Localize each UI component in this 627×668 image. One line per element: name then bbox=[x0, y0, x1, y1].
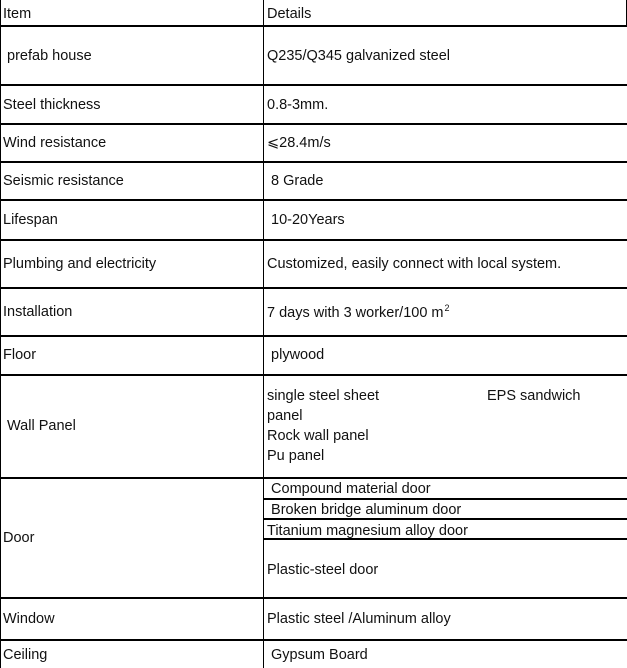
row-ceiling-item: Ceiling bbox=[3, 647, 48, 663]
grid-line bbox=[0, 84, 627, 86]
row-ceiling-details: Gypsum Board bbox=[267, 647, 368, 663]
row-floor-item: Floor bbox=[3, 347, 37, 363]
grid-line bbox=[0, 123, 627, 125]
wall-panel-option-1: single steel sheet bbox=[267, 388, 380, 404]
row-plumbing-details: Customized, easily connect with local system. bbox=[267, 256, 562, 272]
grid-line bbox=[0, 287, 627, 289]
row-seismic-resistance-item: Seismic resistance bbox=[3, 173, 124, 189]
row-floor-details: plywood bbox=[267, 347, 325, 363]
grid-line-door-option bbox=[263, 498, 627, 500]
door-option: Compound material door bbox=[267, 481, 431, 497]
grid-line bbox=[0, 25, 627, 27]
grid-line bbox=[0, 639, 627, 641]
row-steel-thickness-details: 0.8-3mm. bbox=[267, 97, 329, 113]
row-installation-details bbox=[267, 304, 450, 323]
row-door-item: Door bbox=[3, 530, 35, 546]
row-steel-thickness-item: Steel thickness bbox=[3, 97, 101, 113]
row-prefab-house-item: prefab house bbox=[3, 48, 92, 64]
installation-superscript: 2 bbox=[444, 303, 450, 313]
row-prefab-house-details: Q235/Q345 galvanized steel bbox=[267, 48, 450, 64]
grid-line bbox=[0, 239, 627, 241]
row-wall-panel-item: Wall Panel bbox=[3, 418, 76, 434]
wall-panel-option-2-cont: panel bbox=[267, 408, 303, 424]
wall-panel-option-2: EPS sandwich bbox=[487, 388, 581, 404]
grid-line bbox=[0, 161, 627, 163]
row-window-details: Plastic steel /Aluminum alloy bbox=[267, 611, 451, 627]
installation-value: 7 days with 3 worker/100 m bbox=[267, 305, 444, 321]
row-lifespan-details: 10-20Years bbox=[267, 212, 345, 228]
header-item: Item bbox=[3, 6, 32, 22]
door-option: Titanium magnesium alloy door bbox=[267, 523, 468, 539]
wall-panel-option-3: Rock wall panel bbox=[267, 428, 369, 444]
grid-line bbox=[0, 477, 627, 479]
row-wind-resistance-item: Wind resistance bbox=[3, 135, 107, 151]
row-seismic-resistance-details: 8 Grade bbox=[267, 173, 324, 189]
installation-label: Installation bbox=[3, 304, 73, 320]
wall-panel-option-4: Pu panel bbox=[267, 448, 325, 464]
door-option: Plastic-steel door bbox=[267, 562, 379, 578]
row-window-item: Window bbox=[3, 611, 55, 627]
row-installation-item bbox=[3, 303, 72, 321]
grid-line bbox=[0, 335, 627, 337]
grid-line-vertical-middle bbox=[263, 0, 264, 668]
grid-line bbox=[0, 199, 627, 201]
grid-line bbox=[0, 597, 627, 599]
door-option: Broken bridge aluminum door bbox=[267, 502, 462, 518]
row-wind-resistance-details: ⩽28.4m/s bbox=[267, 135, 331, 151]
row-plumbing-item: Plumbing and electricity bbox=[3, 256, 157, 272]
header-details: Details bbox=[267, 6, 312, 22]
row-lifespan-item: Lifespan bbox=[3, 212, 58, 228]
grid-line bbox=[0, 374, 627, 376]
grid-line-vertical-left bbox=[0, 0, 1, 668]
